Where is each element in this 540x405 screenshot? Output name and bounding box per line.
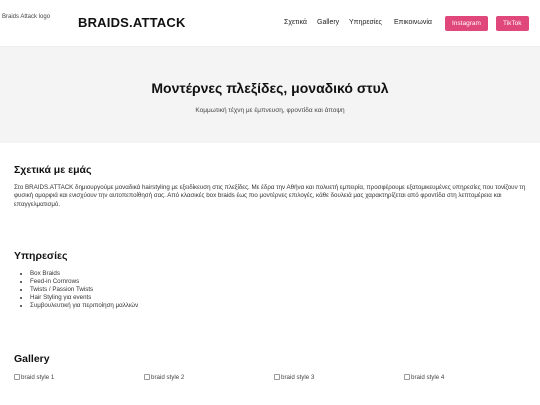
nav-link-gallery[interactable]: Gallery <box>317 19 340 26</box>
hero-title: Μοντέρνες πλεξίδες, μοναδικό στυλ <box>151 80 389 96</box>
gallery-image-4 <box>404 374 444 381</box>
hero-subtitle: Κομμωτική τέχνη με έμπνευση, φροντίδα και άποψη <box>195 107 345 114</box>
services-heading: Υπηρεσίες <box>14 250 68 262</box>
nav-link-about[interactable]: Σχετικά <box>284 19 307 26</box>
gallery-image-3 <box>274 374 314 381</box>
gallery-image-alt: braid style 1 <box>21 374 55 381</box>
about-heading: Σχετικά με εμάς <box>14 164 92 176</box>
gallery-image-2 <box>144 374 184 381</box>
gallery-heading: Gallery <box>14 353 50 365</box>
service-item: • Box Braids <box>30 270 138 278</box>
gallery-image-alt: braid style 3 <box>281 374 315 381</box>
brand-name[interactable]: BRAIDS.ATTACK <box>78 15 186 30</box>
broken-image-icon <box>404 374 410 380</box>
nav-link-contact[interactable]: Επικοινωνία <box>394 19 432 26</box>
broken-image-icon <box>144 374 150 380</box>
hero-section <box>0 47 540 143</box>
nav-link-services[interactable]: Υπηρεσίες <box>349 19 382 26</box>
service-item: • Twists / Passion Twists <box>30 286 138 294</box>
service-item: • Hair Styling για events <box>30 294 138 302</box>
logo-image[interactable]: Braids Attack logo <box>2 14 51 20</box>
gallery-image-alt: braid style 4 <box>411 374 445 381</box>
broken-image-icon <box>14 374 20 380</box>
broken-image-icon <box>274 374 280 380</box>
service-item: • Feed-in Cornrows <box>30 278 138 286</box>
gallery-image-1 <box>14 374 54 381</box>
services-list <box>30 270 138 310</box>
instagram-button[interactable]: Instagram <box>445 16 488 31</box>
tiktok-button[interactable]: TikTok <box>496 16 529 31</box>
service-item: • Συμβουλευτική για περιποίηση μαλλιών <box>30 302 138 310</box>
about-text: Στο BRAIDS.ATTACK δημιουργούμε μοναδικά hairstyling με εξειδίκευση στις πλεξίδες. Με έδρα την Αθήνα και πολυετή εμπειρία, προσφέρουμε εξατομικευμένες υπηρεσίες που τονίζουν τη φυσική ομορφιά και ενισχύουν την αυτοπεποίθησή σας. Από κλασικές box braids έως πιο μοντέρνες επιλογές, κάθε δουλειά μας χαρακτηρίζεται από φροντίδα στη λεπτομέρεια και επαγγελματισμό. <box>14 184 526 208</box>
gallery-image-alt: braid style 2 <box>151 374 185 381</box>
site-header <box>0 0 540 47</box>
